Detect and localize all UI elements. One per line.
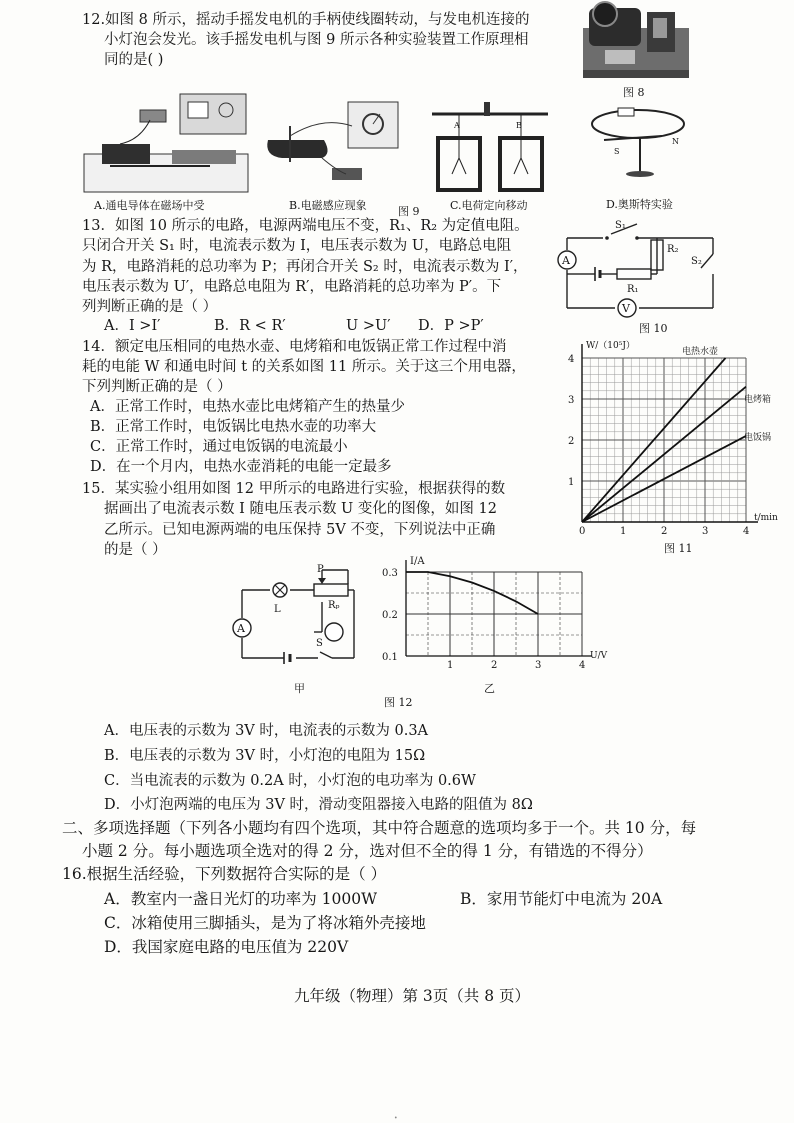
fig9-a-caption: A.通电导体在磁场中受 [94, 199, 205, 212]
y-tick-label: 2 [568, 436, 575, 447]
fig12-switch-label: S [316, 638, 323, 649]
fig9-d-caption: D.奥斯特实验 [606, 198, 673, 211]
q16-option-a: A．教室内一盏日光灯的功率为 1000W [104, 890, 377, 908]
svg-text:N: N [672, 137, 679, 146]
x-tick-label: 1 [447, 660, 454, 671]
q12-line-1: 12.如图 8 所示，摇动手摇发电机的手柄使线圈转动，与发电机连接的 [82, 12, 530, 28]
series-label-2: 电烤箱 [744, 395, 772, 405]
q14-option-c: C．正常工作时，通过电饭锅的电流最小 [90, 439, 348, 455]
x-tick-label: 4 [579, 660, 586, 671]
fig9-a-motor-experiment [80, 80, 252, 198]
q14-option-d: D．在一个月内，电热水壶消耗的电能一定最多 [90, 459, 392, 475]
q13-option-c: U >U′ [346, 318, 391, 334]
q15-line-2: 据画出了电流表示数 I 随电压表示数 U 变化的图像，如图 12 [104, 501, 497, 517]
section2-heading-line-1: 二、多项选择题（下列各小题均有四个选项，其中符合题意的选项均多于一个。共 10 分，每 [62, 819, 697, 837]
q14-option-b: B．正常工作时，电饭锅比电热水壶的功率大 [90, 419, 377, 435]
fig10-s2-label: S₂ [691, 256, 702, 267]
fig12-caption: 图 12 [384, 696, 413, 709]
q16-option-d: D．我国家庭电路的电压值为 220V [104, 938, 349, 956]
fig10-s1-label: S₁ [615, 220, 626, 231]
q15-option-d: D．小灯泡两端的电压为 3V 时，滑动变阻器接入电路的阻值为 8Ω [104, 797, 533, 813]
y-tick-label: 1 [568, 477, 575, 488]
q13-option-b: B．R < R′ [214, 318, 286, 334]
q13-line-3: 为 R，电路消耗的总功率为 P；再闭合开关 S₂ 时，电流表示数为 I′， [82, 259, 528, 275]
fig12-yi-chart [382, 556, 608, 676]
fig12-jia-circuit [228, 562, 368, 670]
x-tick-label: 4 [743, 526, 750, 537]
fig10-voltmeter-label: V [622, 302, 630, 315]
hand-generator-figure [565, 0, 705, 82]
q13-line-1: 13．如图 10 所示的电路，电源两端电压不变，R₁、R₂ 为定值电阻。 [82, 218, 529, 234]
x-tick-label: 1 [620, 526, 627, 537]
svg-text:S: S [614, 147, 620, 156]
fig10-ammeter-label: A [562, 254, 570, 267]
scan-dot: • [394, 1115, 398, 1122]
q15-option-c: C．当电流表的示数为 0.2A 时，小灯泡的电功率为 0.6W [104, 773, 476, 789]
fig12-yi-label: 乙 [484, 682, 495, 695]
q14-line-2: 耗的电能 W 和通电时间 t 的关系如图 11 所示。关于这三个用电器， [82, 359, 526, 375]
fig12-lamp-label: L [274, 604, 281, 615]
page-footer: 九年级（物理）第 3页（共 8 页） [294, 987, 531, 1005]
fig9-b-caption: B.电磁感应现象 [289, 199, 367, 212]
x-tick-label: 3 [535, 660, 542, 671]
fig10-caption: 图 10 [639, 322, 668, 335]
series-label-1: 电热水壶 [682, 347, 719, 357]
q13-line-2: 只闭合开关 S₁ 时，电流表示数为 I，电压表示数为 U，电路总电阻 [82, 238, 512, 254]
x-axis-label: t/min [754, 513, 778, 523]
y-tick-label: 3 [568, 395, 575, 406]
x-axis-label: U/V [590, 651, 608, 661]
fig8-caption: 图 8 [623, 86, 645, 99]
q15-line-4: 的是（ ） [104, 542, 167, 558]
fig12-slider-p-label: P [317, 564, 324, 575]
q14-line-1: 14．额定电压相同的电热水壶、电烤箱和电饭锅正常工作过程中消 [82, 339, 507, 355]
q15-option-a: A．电压表的示数为 3V 时，电流表的示数为 0.3A [104, 723, 429, 739]
section2-heading-line-2: 小题 2 分。每小题选项全选对的得 2 分，选对但不全的得 1 分，有错选的不得分） [82, 842, 653, 860]
y-axis-label: I/A [410, 556, 425, 567]
y-tick-label: 0.2 [382, 610, 398, 621]
y-tick-label: 0.3 [382, 568, 398, 579]
q15-line-3: 乙所示。已知电源两端的电压保持 5V 不变，下列说法中正确 [104, 522, 496, 538]
series-label-3: 电饭锅 [744, 433, 772, 443]
svg-text:B: B [516, 121, 522, 130]
q16-option-c: C．冰箱使用三脚插头，是为了将冰箱外壳接地 [104, 914, 426, 932]
q13-option-d: D．P >P′ [418, 318, 484, 334]
q16-stem: 16.根据生活经验，下列数据符合实际的是（ ） [62, 865, 387, 883]
fig9-caption: 图 9 [398, 205, 420, 218]
x-tick-label: 3 [702, 526, 709, 537]
q14-line-3: 下列判断正确的是（ ） [82, 379, 232, 395]
fig10-circuit-diagram [553, 214, 723, 320]
y-tick-label: 0.1 [382, 652, 398, 663]
svg-text:A: A [454, 121, 460, 130]
fig11-caption: 图 11 [664, 542, 693, 555]
x-tick-label: 2 [661, 526, 668, 537]
fig9-c-electroscope-experiment [426, 100, 556, 196]
q13-line-5: 列判断正确的是（ ） [82, 299, 218, 315]
fig12-jia-label: 甲 [294, 682, 305, 695]
fig12-rp-label: Rₚ [328, 600, 340, 611]
q13-option-a: A．I >I′ [104, 318, 161, 334]
fig9-d-oersted-experiment [584, 100, 704, 182]
q13-line-4: 电压表示数为 U′，电路总电阻为 R′，电路消耗的总功率为 P′。下 [82, 279, 502, 295]
y-axis-label: W/（10⁵J） [586, 341, 635, 351]
q15-line-1: 15．某实验小组用如图 12 甲所示的电路进行实验，根据获得的数 [82, 481, 506, 497]
fig10-r2-label: R₂ [667, 244, 679, 255]
fig10-r1-label: R₁ [627, 284, 639, 295]
q16-option-b: B．家用节能灯中电流为 20A [460, 890, 663, 908]
fig9-c-caption: C.电荷定向移动 [450, 199, 528, 212]
q12-line-2: 小灯泡会发光。该手摇发电机与图 9 所示各种实验装置工作原理相 [104, 32, 529, 48]
fig12-ammeter-label: A [237, 622, 245, 635]
x-tick-label: 0 [579, 526, 586, 537]
q15-option-b: B．电压表的示数为 3V 时，小灯泡的电阻为 15Ω [104, 748, 426, 764]
q12-line-3: 同的是( ) [104, 52, 164, 68]
x-tick-label: 2 [491, 660, 498, 671]
fig9-b-induction-experiment [262, 96, 410, 196]
y-tick-label: 4 [568, 354, 575, 365]
q14-option-a: A．正常工作时，电热水壶比电烤箱产生的热量少 [90, 399, 405, 415]
fig11-chart [556, 336, 794, 540]
